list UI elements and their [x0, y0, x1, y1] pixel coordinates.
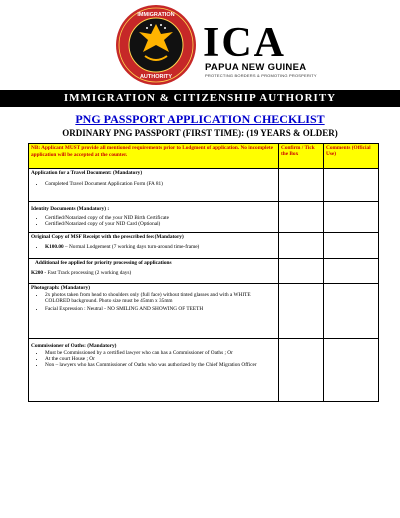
- list-item: • At the court House ; Or: [45, 356, 276, 362]
- list-item: • Must be Commissioned by a certified lawyer who can has a Commissioner of Oaths ; Or: [45, 350, 276, 356]
- tagline: PROTECTING BORDERS & PROMOTING PROSPERITY: [205, 73, 317, 78]
- comments-box: [324, 339, 379, 402]
- ica-logo-text: ICA: [203, 20, 287, 66]
- list-item: [31, 270, 276, 276]
- comments-box: [324, 233, 379, 259]
- table-row: [29, 339, 379, 402]
- list-item: • Non – lawyers who has Commissioner of Oaths who was authorized by the Chief Migration Officer: [45, 362, 276, 368]
- section-msf-receipt: [29, 233, 279, 259]
- country-name: PAPUA NEW GUINEA: [205, 62, 307, 73]
- applicant-note: NB: Applicant MUST provide all mentioned requirements prior to Lodgment of application. No incomplete application will be accepted at the counter.: [31, 145, 273, 158]
- svg-text:AUTHORITY: AUTHORITY: [139, 74, 173, 80]
- section-photograph: [29, 284, 279, 339]
- section-heading: Additional fee applied for priority processing of applications: [35, 260, 172, 266]
- table-row: [29, 284, 379, 339]
- fee-description: – Normal Lodgement (7 working days turn-around time-frame): [63, 244, 200, 250]
- confirm-box[interactable]: [279, 169, 324, 202]
- authority-banner: [0, 90, 400, 107]
- table-header-row: [29, 144, 379, 169]
- comments-column-header: Comments (Official Use): [326, 145, 371, 157]
- document-subtitle: ORDINARY PNG PASSPORT (FIRST TIME): (19 YEARS & OLDER): [62, 128, 338, 138]
- section-identity-documents: [29, 202, 279, 233]
- document-title: PNG PASSPORT APPLICATION CHECKLIST: [75, 112, 325, 126]
- section-heading: Commissioner of Oaths: (Mandatory): [31, 343, 117, 349]
- list-item: • Facial Expression : Neutral - NO SMILING AND SHOWING OF TEETH: [45, 306, 276, 312]
- section-heading: Identity Documents (Mandatory) :: [31, 206, 110, 212]
- list-item: [45, 244, 276, 250]
- section-commissioner-of-oaths: [29, 339, 279, 402]
- confirm-box[interactable]: [279, 202, 324, 233]
- confirm-box[interactable]: [279, 259, 324, 284]
- banner-text: IMMIGRATION & CITIZENSHIP AUTHORITY: [63, 92, 337, 104]
- fee-description: - Fast Track processing (2 working days): [43, 270, 132, 276]
- fee-amount: K100.00: [45, 244, 64, 250]
- section-heading: Original Copy of MSF Receipt with the prescribed fee:(Mandatory): [31, 234, 184, 240]
- table-row: [29, 202, 379, 233]
- comments-header-cell: [324, 144, 379, 169]
- section-priority-fee: [29, 259, 279, 284]
- confirm-header-cell: [279, 144, 324, 169]
- comments-box: [324, 202, 379, 233]
- fee-amount: K200: [31, 270, 44, 276]
- letterhead: [0, 0, 400, 88]
- checklist-table: [28, 143, 379, 402]
- table-row: [29, 259, 379, 284]
- table-row: [29, 233, 379, 259]
- confirm-box[interactable]: [279, 233, 324, 259]
- confirm-box[interactable]: [279, 284, 324, 339]
- svg-text:IMMIGRATION: IMMIGRATION: [137, 12, 175, 18]
- comments-box: [324, 284, 379, 339]
- list-item: • Certified/Notarized copy of the your NID Birth Certificate: [45, 215, 276, 221]
- section-heading: Application for a Travel Document: (Mandatory): [31, 170, 143, 176]
- comments-box: [324, 169, 379, 202]
- section-travel-document: [29, 169, 279, 202]
- comments-box: [324, 259, 379, 284]
- list-item: • 2x photos taken from head to shoulders only (full face) without tinted glasses and with a WHITE COLORED background. Photo size must be 45mm x 35mm: [45, 292, 276, 304]
- note-cell: [29, 144, 279, 169]
- list-item: • Completed Travel Document Application Form (FA 81): [45, 181, 276, 187]
- table-row: [29, 169, 379, 202]
- ica-seal-logo: [115, 4, 197, 86]
- confirm-column-header: Confirm / Tick the Box: [281, 145, 315, 157]
- list-item: • Certified/Notarized copy of your NID Card (Optional): [45, 221, 276, 227]
- section-heading: Photograph: (Mandatory): [31, 285, 90, 291]
- confirm-box[interactable]: [279, 339, 324, 402]
